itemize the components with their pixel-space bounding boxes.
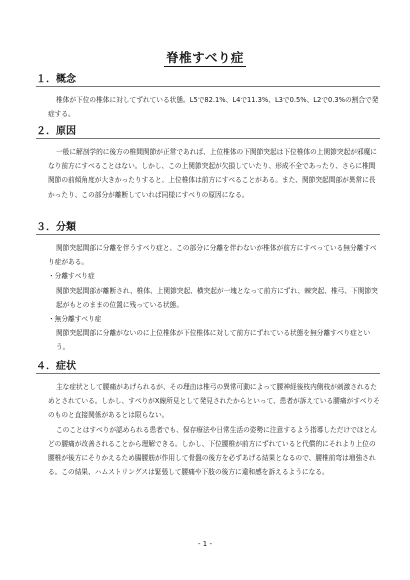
classification-item-description: 関節突起間部が離断され、椎体、上関節突起、横突起が一塊となって前方にずれ、棘突起、椎弓、下関節突起がもとのままの位置に残っている状態。	[56, 286, 378, 309]
section-paragraph: 主な症状として腰痛があげられるが、その理由は椎弓の異常可動によって腰神経後枝内側枝が刺激されるためとされている。しかし、すべりがX線所見として発見されたからといって、患者が訴えている腰痛がすべりそのものと直接関係があるとは限らない。	[48, 383, 380, 420]
classification-item-label: ・無分離すべり症	[48, 315, 102, 324]
classification-item-description: 関節突起間部に分離がないのに上位椎体が下位椎体に対して前方にずれている状態を無分離すべり症という。	[56, 329, 371, 352]
section-heading: ３．分類	[36, 218, 380, 235]
section-paragraph: このことはすべりが認められる患者でも、保存療法や日常生活の姿勢に注意するよう指導しただけでほとんどの腰痛が改善されることから理解できる。しかし、下位腰椎が前方にずれていると代償的にそれより上位の腰椎が後方にそりかえるため腸腰筋が作用して骨盤の後方を必ずあげる結果となるので、腰椎前弯は増強される。この結果、ハムストリングスは緊張して腰痛や下肢の後方に違和感を訴えるようになる。	[48, 425, 377, 477]
section-heading: ２．原因	[36, 122, 380, 139]
classification-item-label: ・分離すべり症	[48, 272, 95, 281]
section-paragraph: 関節突起間部に分離を伴うすべり症と、この部分に分離を伴わないが椎体が前方にすべっている無分離すべり症がある。	[48, 244, 377, 267]
section-symptoms	[36, 357, 380, 479]
document-title: 脊椎すべり症	[166, 50, 244, 65]
section-heading: ４．症状	[36, 357, 380, 374]
section-heading: １．概念	[36, 70, 380, 87]
page-number: - 1 -	[198, 540, 212, 548]
section-classification	[36, 218, 380, 355]
section-paragraph: 一般に解剖学的に後方の椎間関節が正常であれば、上位椎体の下関節突起は下位椎体の上関節突起が邪魔になり前方にすべることはない。しかし、この上関節突起が欠損していたり、形成不全であったり、さらに椎間関節の前傾角度が大きかったりすると、上位椎体は前方にすべることがある。また、関節突起間部が異常に長かったり、この部分が離断していれば同様にすべりの原因になる。	[48, 148, 377, 199]
section-concept	[36, 70, 380, 121]
section-paragraph: 椎体が下位の椎体に対してずれている状態。L5で82.1%、L4で11.3%、L3で0.5%、L2で0.3%の割合で発症する。	[48, 96, 379, 119]
section-cause	[36, 122, 380, 202]
